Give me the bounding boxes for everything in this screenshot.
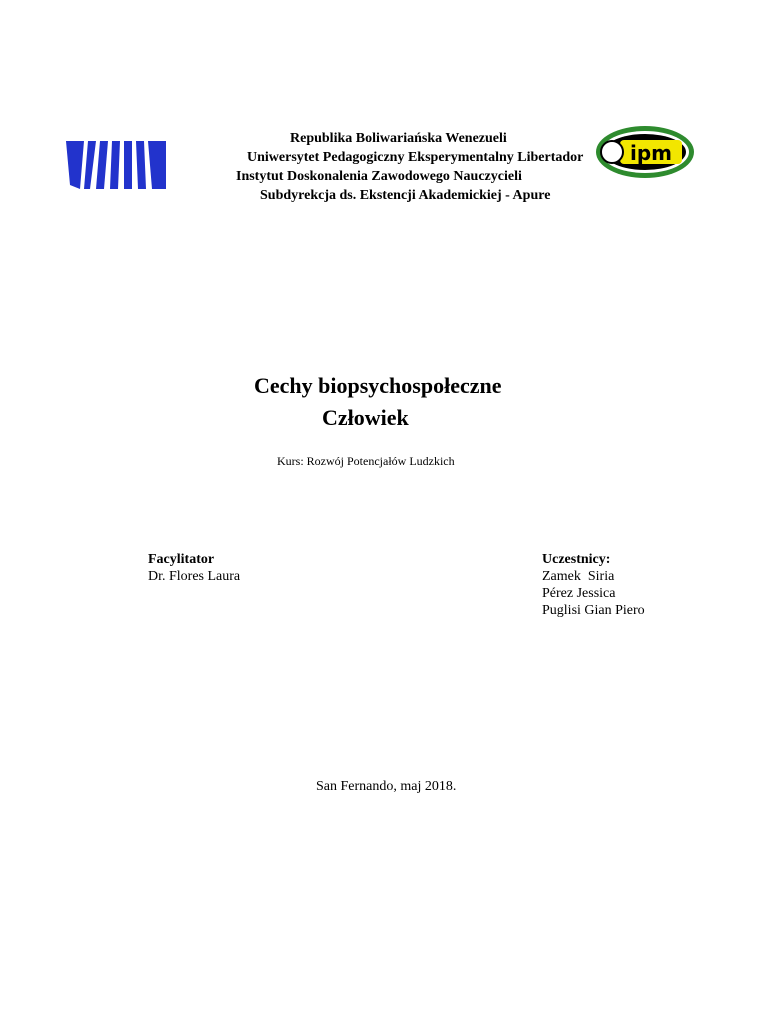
- document-title: Cechy biopsychospołeczne: [254, 373, 502, 398]
- document-subtitle: Człowiek: [322, 405, 409, 430]
- institute-logo-right: [594, 124, 696, 180]
- header-line-republic: Republika Boliwariańska Wenezueli: [290, 131, 507, 146]
- logo-right-text: ipm: [629, 141, 673, 165]
- facilitator-label: Facylitator: [148, 552, 215, 567]
- participants-label: Uczestnicy:: [542, 552, 611, 567]
- logo-left-shape: [84, 141, 96, 189]
- logo-left-shape: [110, 141, 120, 189]
- logo-left-shape: [124, 141, 132, 189]
- header-line-subdirectorate: Subdyrekcja ds. Ekstencji Akademickiej - Apure: [260, 188, 551, 203]
- header-line-institute: Instytut Doskonalenia Zawodowego Nauczycieli: [236, 169, 522, 184]
- logo-left-shape: [136, 141, 146, 189]
- logo-left-shape: [148, 141, 166, 189]
- logo-left-shape: [66, 141, 84, 189]
- course-line: Kurs: Rozwój Potencjałów Ludzkich: [277, 454, 455, 468]
- participant-name: Zamek Siria: [542, 569, 615, 584]
- place-date: San Fernando, maj 2018.: [316, 779, 457, 794]
- participant-name: Puglisi Gian Piero: [542, 603, 645, 618]
- facilitator-name: Dr. Flores Laura: [148, 569, 241, 584]
- participant-name: Pérez Jessica: [542, 586, 616, 601]
- header-line-university: Uniwersytet Pedagogiczny Eksperymentalny Libertador: [247, 150, 584, 165]
- university-logo-left: [66, 141, 166, 189]
- logo-left-shape: [96, 141, 108, 189]
